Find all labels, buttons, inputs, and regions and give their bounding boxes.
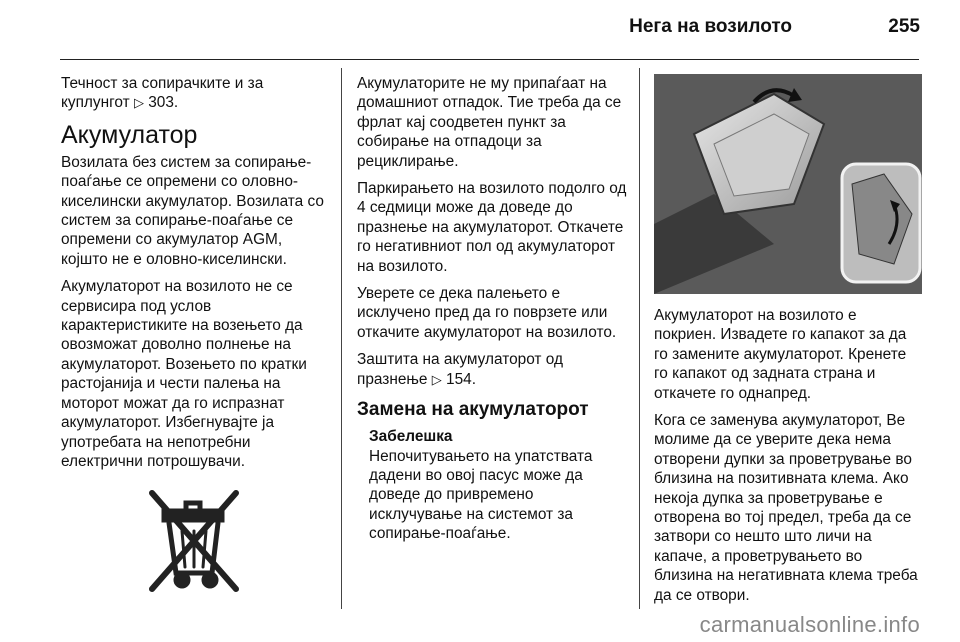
watermark: carmanualsonline.info: [699, 612, 920, 637]
intro-paragraph: Течност за сопирачките и за куплунгот ▷ 303.: [61, 75, 264, 112]
column-3: [654, 74, 922, 613]
paragraph-vent-holes: Кога се заменува акумулаторот, Ве молиме да се уверите дека нема отворени дупки за проветрување во близина на позитивната клема. Ако некоја дупка за проветрување е отворена во тој предел, треба да се затвори со нешто што личи на капаче, а проветрувањето во близина на негативната клема треба да се отвори.: [654, 412, 918, 604]
header-rule: [60, 59, 919, 60]
reference-arrow-icon: ▷: [133, 95, 144, 111]
section-heading-battery-replacement: Замена на акумулаторот: [357, 399, 589, 421]
page-header-title: Нега на возилото: [629, 16, 792, 37]
disposal-symbol: [61, 483, 327, 600]
paragraph-battery-cover: Акумулаторот на возилото е покриен. Извадете го капакот за да го замените акумулаторот. Кренете го капакот од задната страна и откачете го однапред.: [654, 307, 907, 402]
reference-arrow-icon: ▷: [431, 371, 442, 387]
note-text: Непочитувањето на упатствата дадени во овој пасус може да доведе до привремено исклучување на системот за сопирање-поаѓање.: [369, 447, 593, 543]
column-2: [357, 74, 627, 544]
crossed-bin-icon: [134, 483, 254, 595]
paragraph-disposal: Акумулаторите не му припаѓаат на домашниот отпадок. Тие треба да се фрлат кај соодветен пункт за собирање на отпадоци за рециклирање.: [357, 75, 622, 170]
page-reference-link[interactable]: 154.: [446, 370, 476, 388]
page-reference-link[interactable]: 303.: [148, 94, 179, 112]
page-number: 255: [888, 16, 920, 37]
paragraph-ignition: Уверете се дека палењето е исклучено пред да го поврзете или откачите акумулаторот на возилото.: [357, 285, 617, 341]
battery-cover-illustration: [654, 74, 922, 294]
column-divider-right: [639, 68, 640, 609]
paragraph-battery-service: Акумулаторот на возилото не се сервисира под услов карактеристиките на возењето да овозможат доволно полнење на акумулаторот. Возењето по кратки растојанија и чести палења на моторот можат да го испразнат акумулаторот. Избегнувајте ја употребата на непотребни електрични потрошувачи.: [61, 278, 307, 470]
note-box: [369, 427, 627, 543]
paragraph-discharge-protection: Заштита на акумулаторот од празнење ▷ 154.: [357, 351, 563, 388]
column-1: [61, 74, 327, 601]
battery-cover-photo: [654, 74, 922, 294]
section-heading-battery: Акумулатор: [61, 120, 198, 149]
note-title: Забелешка: [369, 428, 453, 446]
column-divider-left: [341, 68, 342, 609]
paragraph-parking: Паркирањето на возилото подолго од 4 седмици може да доведе до празнење на акумулаторот. Откачете го негативниот пол од акумулаторот на возилото.: [357, 180, 627, 275]
paragraph-battery-types: Возилата без систем за сопирање-поаѓање се опремени со оловно-киселински акумулатор. Возилата со систем за сопирање-поаѓање се опремени со акумулатор AGM, којшто не е оловно-киселински.: [61, 153, 324, 268]
